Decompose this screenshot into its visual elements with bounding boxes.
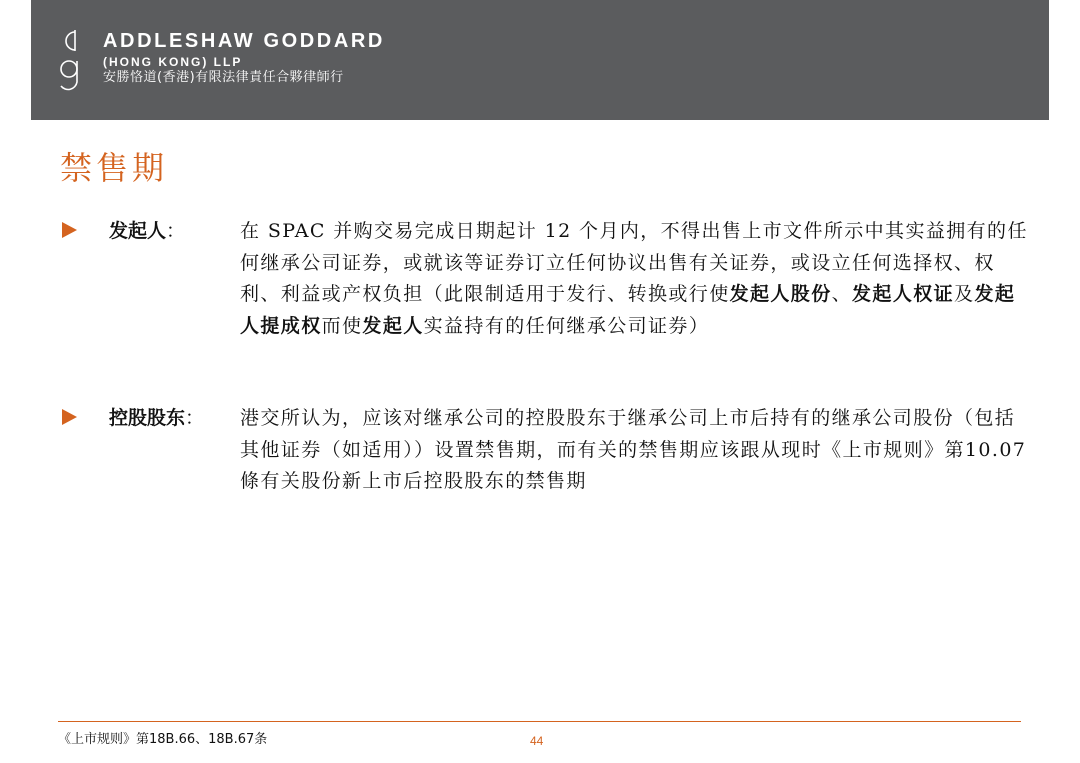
bullet-label-colon: ： xyxy=(185,407,205,429)
brand-block xyxy=(103,30,385,86)
bullet-body-text: 港交所认为，应该对继承公司的控股股东于继承公司上市后持有的继承公司股份（包括其他证券（如适用））设置禁售期，而有关的禁售期应该跟从现时《上市规则》第10.07 條有关股份新上市后控股股东的禁售期 xyxy=(240,407,1027,492)
brand-subtitle: (HONG KONG) LLP xyxy=(103,55,243,69)
header-banner xyxy=(31,0,1049,120)
bullet-arrow-icon xyxy=(62,409,77,425)
footer-reference: 《上市规则》第18B.66、18B.67条 xyxy=(58,732,268,747)
page-number: 44 xyxy=(530,734,544,748)
text-segment: 、 xyxy=(831,283,853,305)
ag-monogram-icon xyxy=(55,26,83,92)
bullet-label-colon: ： xyxy=(166,220,186,242)
bullet-arrow-icon xyxy=(62,222,77,238)
bold-term: 发起人 xyxy=(362,314,424,337)
bullet-label xyxy=(109,216,185,247)
bold-term: 发起人权证 xyxy=(852,283,955,305)
text-segment: 实益持有的任何继承公司证券） xyxy=(423,314,710,337)
bullet-label-text: 控股股东 xyxy=(109,407,186,429)
text-segment: 而使 xyxy=(321,314,363,337)
brand-chinese-name: 安勝恪道(香港)有限法律責任合夥律師行 xyxy=(103,70,344,85)
text-segment: 及 xyxy=(954,283,975,305)
bullet-label-text: 发起人 xyxy=(109,220,167,242)
bold-term: 发起人提成权 xyxy=(240,283,1016,337)
bullet-body-text xyxy=(240,216,1030,342)
bold-term: 发起人股份 xyxy=(729,283,832,305)
footer-divider xyxy=(58,721,1021,722)
text-segment: 在 SPAC 并购交易完成日期起计 12 个月内，不得出售上市文件所示中其实益拥有的任何继承公司证券，或就该等证券订立任何协议出售有关证券，或设立任何选择权、权利、利益或产权负担（此限制适用于发行、转换或行使 xyxy=(240,220,1028,305)
brand-name: ADDLESHAW GODDARD xyxy=(103,30,385,52)
bullet-label xyxy=(109,403,204,434)
page-title: 禁售期 xyxy=(60,149,169,187)
